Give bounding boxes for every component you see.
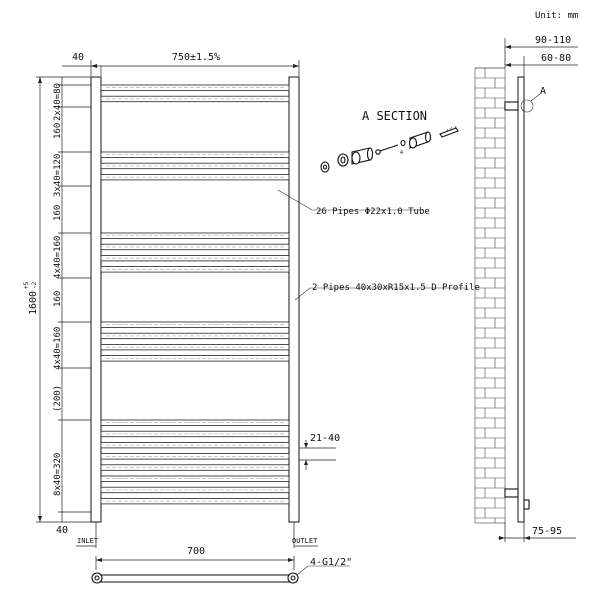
segment-8-label: (200) [53,384,63,412]
side-view [475,35,578,542]
a-section [321,109,458,172]
pipe-spacing-label: 21-40 [310,433,341,444]
tube [101,85,289,91]
unit-note: Unit: mm [535,11,579,21]
height-tol-lower: -2 [31,281,38,289]
svg-text:4: 4 [400,150,404,156]
tube [101,344,289,350]
left-rail [91,77,101,522]
inlet-label: INLET [77,537,99,545]
right-rail [289,77,299,522]
tube [101,476,289,482]
tube [101,322,289,328]
tube [101,233,289,239]
segment-dimension-chain [53,77,91,536]
bracket-exploded-parts [321,126,458,172]
tube [101,152,289,158]
tube [101,431,289,437]
segment-3-label: 3x40=120 [53,153,63,197]
height-label: 1600 [28,290,39,315]
bottom-offset-label: 40 [55,525,69,536]
segment-5-label: 4x40=160 [53,235,63,279]
inlet-outlet [76,522,318,548]
tube-group [101,85,289,504]
tube [101,454,289,460]
top-width-dimension [62,52,299,76]
brick-wall [475,68,505,523]
tube [101,498,289,504]
a-marker-label: A [540,86,547,97]
segment-6-label: 160 [53,290,63,307]
bottom-view [92,546,352,583]
tube [101,267,289,273]
front-view [91,77,299,522]
segment-7-label: 4x40=160 [53,326,63,370]
segment-1-label: 2x40=80 [53,83,63,121]
top-bracket [505,102,518,110]
wall-distance-label: 90-110 [535,35,572,46]
tube [101,420,289,426]
tube [101,174,289,180]
tube [101,465,289,471]
pipes-leader [278,190,430,217]
tube [101,255,289,261]
bottom-bracket [505,489,518,497]
height-tol-upper: +5 [23,281,30,289]
segment-9-label: 8x40=320 [53,452,63,496]
bottom-width-label: 700 [186,546,206,557]
tube [101,333,289,339]
tube [101,356,289,362]
bottom-distance-label: 75-95 [532,526,563,537]
segment-4-label: 160 [53,204,63,221]
tube [101,163,289,169]
pipes-note: 26 Pipes Φ22x1.0 Tube [316,207,430,217]
a-section-title: A SECTION [362,109,428,123]
tube [101,442,289,448]
tube [101,487,289,493]
pipe-spacing-callout [299,433,340,470]
bracket-distance-label: 60-80 [541,53,572,64]
top-width-label: 750±1.5% [171,52,221,63]
outlet-label: OUTLET [292,537,318,545]
profile-note: 2 Pipes 40x30xR15x1.5 D Profile [312,283,480,293]
profile-leader [295,283,480,300]
top-offset-label: 40 [71,52,85,63]
connections-label: 4-G1/2" [310,557,353,568]
side-rail [518,77,524,522]
segment-2-label: 160 [53,122,63,139]
tube [101,244,289,250]
tube [101,96,289,102]
